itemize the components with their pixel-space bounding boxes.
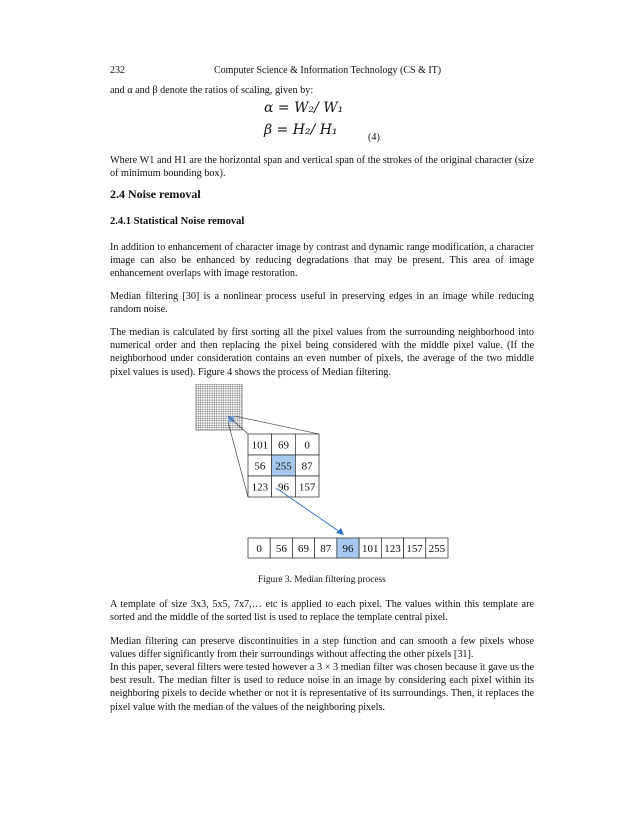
equation-number: (4) — [368, 132, 380, 143]
grid-cell-value: 0 — [304, 439, 310, 452]
paragraph-4: A template of size 3x3, 5x5, 7x7,… etc is applied to each pixel. The values within this template are sorted and the middle of the sorted list is used to replace the template central pixel. — [110, 599, 534, 624]
page-number: 232 — [110, 65, 125, 76]
paragraph-1: In addition to enhancement of character image by contrast and dynamic range modification, a character image can also be enhanced by reducing degradations that may be present. This area of image enhancement overlaps with image restoration. — [110, 242, 534, 280]
sorted-cell-value: 96 — [342, 543, 354, 555]
grid-cell-value: 96 — [278, 481, 289, 494]
pixel-grid-image — [196, 384, 242, 430]
grid-cell-value: 157 — [298, 481, 316, 494]
sorted-cell-value: 87 — [320, 543, 332, 555]
grid-cell-value: 101 — [251, 439, 269, 452]
grid-cell-value: 255 — [275, 460, 292, 473]
intro-line: and α and β denote the ratios of scaling, given by: — [110, 85, 314, 96]
grid-cell-value: 69 — [278, 439, 289, 452]
figure-caption: Figure 3. Median filtering process — [258, 575, 386, 585]
journal-title: Computer Science & Information Technology (CS & IT) — [214, 65, 442, 76]
paragraph-6: In this paper, several filters were tested however a 3 × 3 median filter was chosen because it gave us the best result. The median filter is used to reduce noise in an image by considering each pixel within its neighboring pixels to decide whether or not it is representative of its surroundings. Then, it replaces the pixel value with the median of the values of the neighboring pixels. — [110, 662, 534, 713]
equation-beta: β = H₂/ H₁ — [264, 122, 338, 138]
neighborhood-3x3-grid — [248, 434, 319, 497]
sorted-cell-value: 0 — [256, 543, 262, 555]
where-paragraph: Where W1 and H1 are the horizontal span and vertical span of the strokes of the original character (size of minimum bounding box). — [110, 155, 534, 180]
sorted-cell-value: 123 — [384, 543, 401, 555]
grid-cell-value: 123 — [251, 481, 269, 494]
paragraph-3: The median is calculated by first sorting all the pixel values from the surrounding neighborhood into numerical order and then replacing the pixel being considered with the middle pixel value. (If the neighborhood under consideration contains an even number of pixels, the average of the two middle pixel values is used). Figure 4 shows the process of Median filtering. — [110, 327, 534, 378]
running-header — [110, 64, 534, 78]
sorted-values-row — [248, 538, 448, 558]
sorted-cell-value: 101 — [361, 543, 379, 555]
arrow-head — [336, 528, 344, 535]
paragraph-2: Median filtering [30] is a nonlinear process useful in preserving edges in an image while reducing random noise. — [110, 291, 534, 316]
grid-cell-value: 56 — [254, 460, 266, 473]
sorted-cell-value: 56 — [275, 543, 287, 555]
zoom-line — [228, 422, 248, 497]
section-title: 2.4 Noise removal — [110, 187, 201, 201]
paragraph-5: Median filtering can preserve discontinuities in a step function and can smooth a few pixels whose values differ significantly from their surroundings without affecting the other pixels [31]. — [110, 636, 534, 661]
equation-alpha: α = W₂/ W₁ — [264, 100, 344, 116]
figure-diagram — [190, 384, 450, 562]
sorted-cell-value: 255 — [428, 543, 446, 555]
median-filter-figure — [190, 384, 450, 562]
sorted-cell-value: 69 — [298, 543, 310, 555]
subsection-title: 2.4.1 Statistical Noise removal — [110, 216, 245, 227]
grid-cell-value: 87 — [301, 460, 313, 473]
sorted-cell-value: 157 — [406, 543, 423, 555]
zoom-line — [234, 416, 319, 434]
